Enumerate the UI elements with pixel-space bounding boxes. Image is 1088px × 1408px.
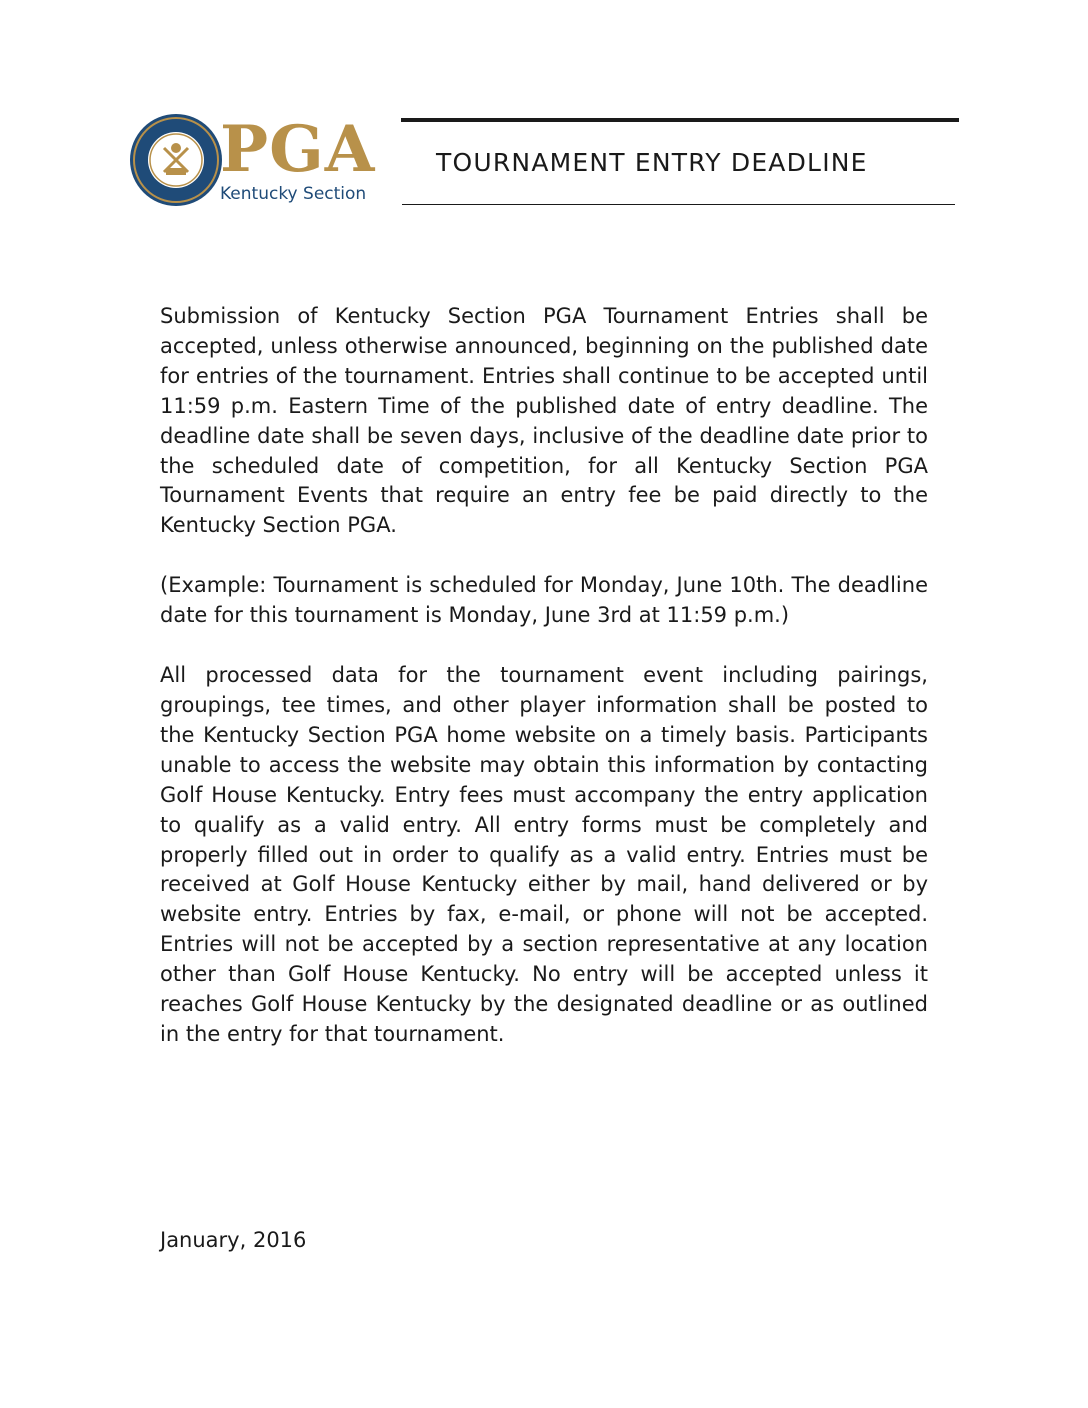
paragraph-processed-data: All processed data for the tournament event including pairings, groupings, tee times, and other player information shall be posted to the Kentucky Section PGA home website on a timely basis. Participants unable to access the website may obtain this information by contacting Golf House Kentucky. Entry fees must accompany the entry application to qualify as a valid entry. All entry forms must be completely and properly filled out in order to qualify as a valid entry. Entries must be received at Golf House Kentucky either by mail, hand delivered or by website entry. Entries by fax, e-mail, or phone will not be accepted. Entries will not be accepted by a section representative at any location other than Golf House Kentucky. No entry will be accepted unless it reaches Golf House Kentucky by the designated deadline or as outlined in the entry for that tournament.	[160, 663, 928, 1046]
page-title: TOURNAMENT ENTRY DEADLINE	[436, 148, 868, 177]
page-header	[0, 0, 1088, 230]
paragraph-example: (Example: Tournament is scheduled for Monday, June 10th. The deadline date for this tournament is Monday, June 3rd at 11:59 p.m.)	[160, 573, 928, 628]
header-rule-bottom	[402, 204, 955, 205]
pga-wordmark: PGA	[220, 112, 376, 187]
document-body	[160, 302, 928, 1080]
document-date: January, 2016	[160, 1228, 307, 1252]
pga-seal-icon	[128, 112, 224, 208]
section-name: Kentucky Section	[220, 184, 367, 204]
paragraph-submission: Submission of Kentucky Section PGA Tournament Entries shall be accepted, unless otherwise announced, beginning on the published date for entries of the tournament. Entries shall continue to be accepted until 11:59 p.m. Eastern Time of the published date of entry deadline. The deadline date shall be seven days, inclusive of the deadline date prior to the scheduled date of competition, for all Kentucky Section PGA Tournament Events that require an entry fee be paid directly to the Kentucky Section PGA.	[160, 304, 928, 538]
header-rule-top	[401, 118, 959, 122]
